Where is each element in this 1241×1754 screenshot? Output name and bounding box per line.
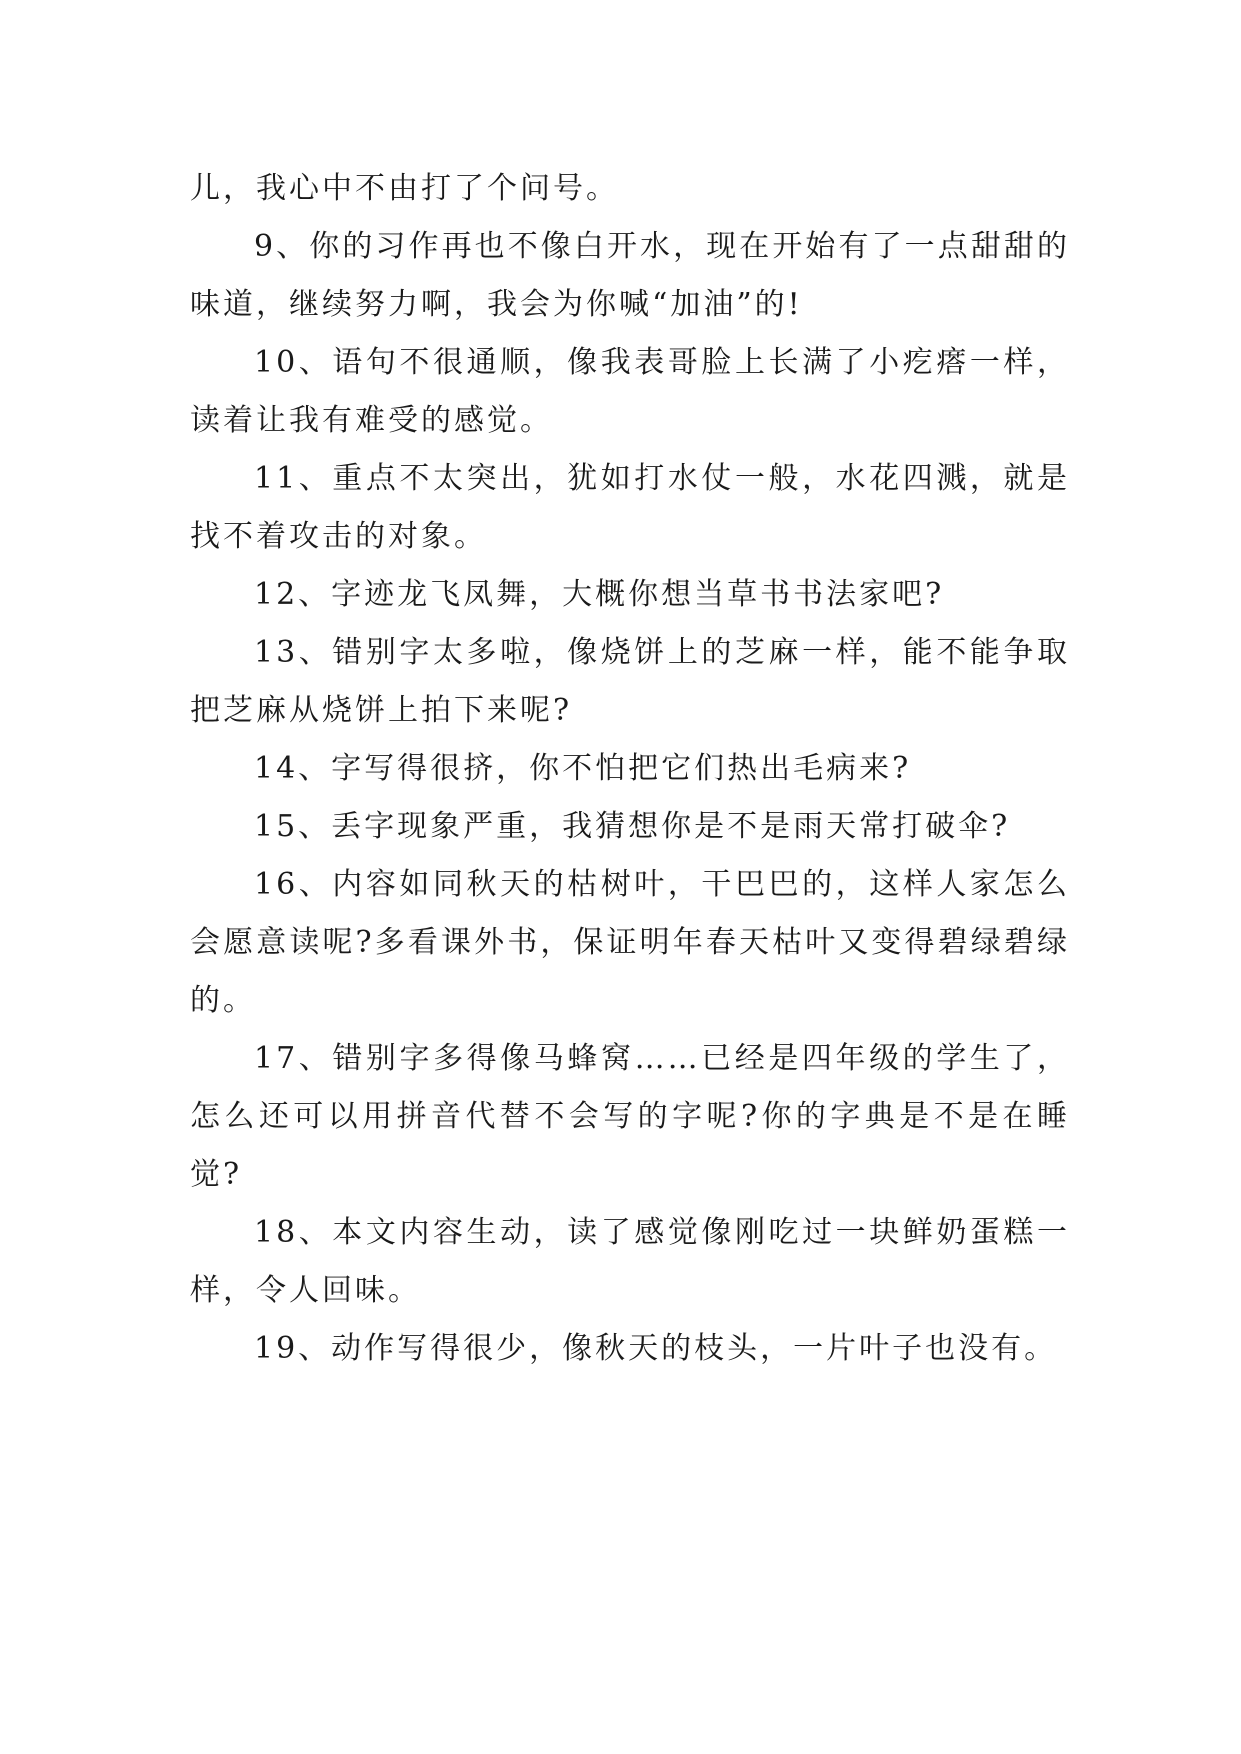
comment-item-18: 18、本文内容生动，读了感觉像刚吃过一块鲜奶蛋糕一样，令人回味。 — [190, 1215, 1070, 1308]
comment-item-13: 13、错别字太多啦，像烧饼上的芝麻一样，能不能争取把芝麻从烧饼上拍下来呢? — [190, 635, 1070, 728]
comment-item-11: 11、重点不太突出，犹如打水仗一般，水花四溅，就是找不着攻击的对象。 — [190, 461, 1070, 554]
comment-item-14: 14、字写得很挤，你不怕把它们热出毛病来? — [254, 751, 912, 786]
document-body — [190, 160, 1070, 1378]
comment-item-15: 15、丢字现象严重，我猜想你是不是雨天常打破伞? — [254, 809, 1011, 844]
comment-item-17: 17、错别字多得像马蜂窝……已经是四年级的学生了，怎么还可以用拼音代替不会写的字呢?你的字典是不是在睡觉? — [190, 1041, 1070, 1192]
comment-item-10: 10、语句不很通顺，像我表哥脸上长满了小疙瘩一样，读着让我有难受的感觉。 — [190, 345, 1070, 438]
comment-item-16: 16、内容如同秋天的枯树叶，干巴巴的，这样人家怎么会愿意读呢?多看课外书，保证明年春天枯叶又变得碧绿碧绿的。 — [190, 867, 1070, 1018]
comment-item-9: 9、你的习作再也不像白开水，现在开始有了一点甜甜的味道，继续努力啊，我会为你喊“加油”的! — [190, 229, 1070, 322]
comment-item-19: 19、动作写得很少，像秋天的枝头，一片叶子也没有。 — [254, 1331, 1058, 1366]
paragraph-continuation: 儿，我心中不由打了个问号。 — [190, 171, 619, 206]
comment-item-12: 12、字迹龙飞凤舞，大概你想当草书书法家吧? — [254, 577, 945, 612]
